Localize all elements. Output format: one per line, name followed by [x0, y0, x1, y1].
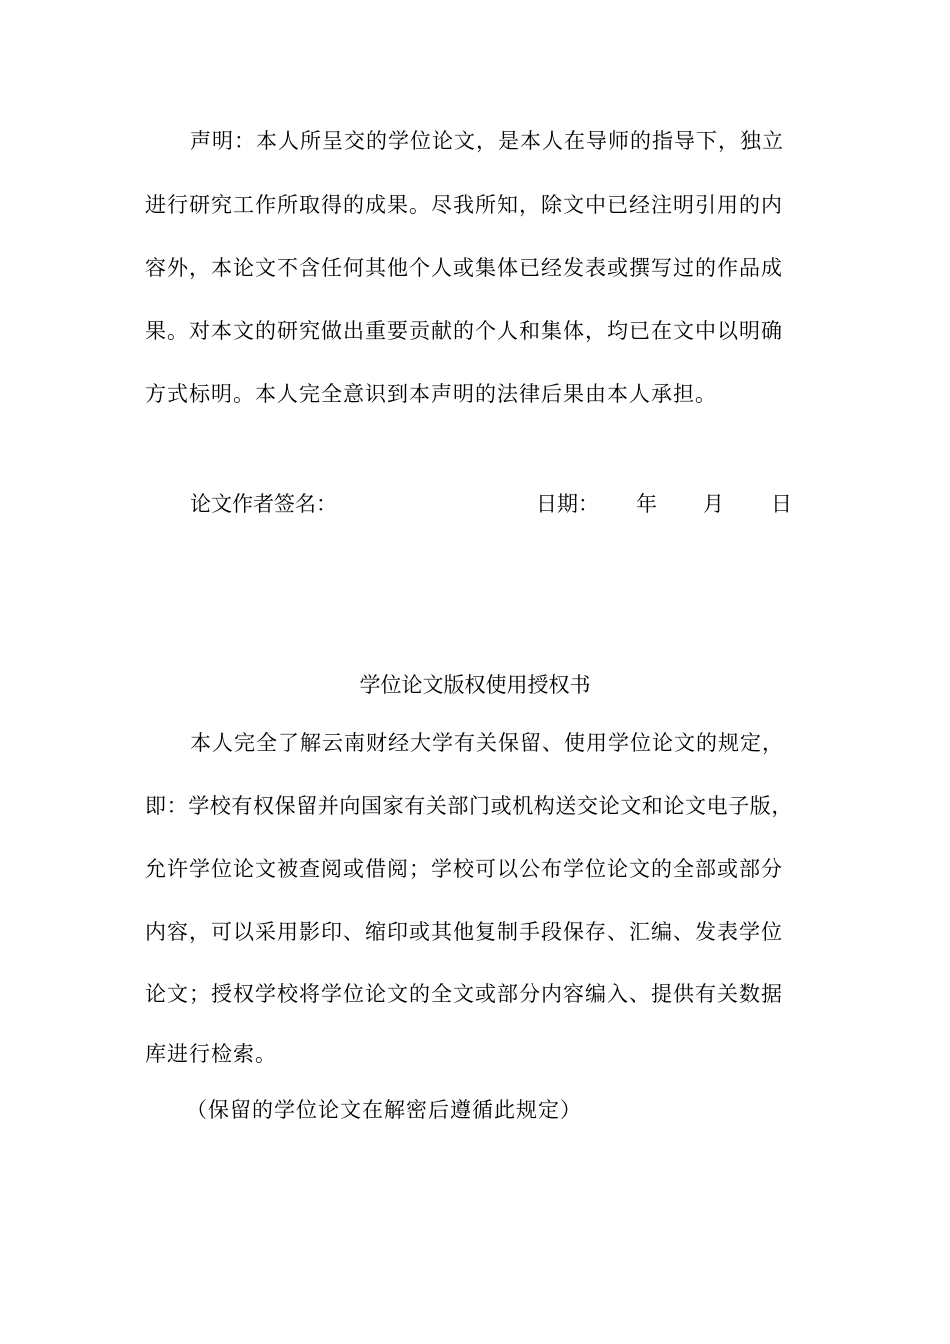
authorization-line-5: 论文；授权学校将学位论文的全文或部分内容编入、提供有关数据	[145, 982, 783, 1006]
authorization-line-1: 本人完全了解云南财经大学有关保留、使用学位论文的规定，	[190, 731, 784, 755]
month-label: 月	[703, 492, 724, 516]
author-signature-label: 论文作者签名：	[190, 492, 337, 516]
year-label: 年	[636, 492, 657, 516]
authorization-title: 学位论文版权使用授权书	[359, 673, 591, 697]
declaration-line-4: 果。对本文的研究做出重要贡献的个人和集体，均已在文中以明确	[145, 319, 783, 343]
authorization-line-3: 允许学位论文被查阅或借阅；学校可以公布学位论文的全部或部分	[145, 857, 783, 881]
declaration-line-3: 容外，本论文不含任何其他个人或集体已经发表或撰写过的作品成	[145, 256, 783, 280]
declaration-line-5: 方式标明。本人完全意识到本声明的法律后果由本人承担。	[145, 382, 717, 406]
authorization-line-4: 内容，可以采用影印、缩印或其他复制手段保存、汇编、发表学位	[145, 920, 783, 944]
authorization-note: （保留的学位论文在解密后遵循此规定）	[186, 1098, 582, 1122]
day-label: 日	[771, 492, 792, 516]
date-label: 日期：	[536, 492, 599, 516]
declaration-line-1: 声明：本人所呈交的学位论文，是本人在导师的指导下，独立	[190, 129, 784, 153]
authorization-line-2: 即：学校有权保留并向国家有关部门或机构送交论文和论文电子版，	[145, 794, 793, 818]
declaration-line-2: 进行研究工作所取得的成果。尽我所知，除文中已经注明引用的内	[145, 193, 783, 217]
authorization-line-6: 库进行检索。	[145, 1042, 277, 1066]
